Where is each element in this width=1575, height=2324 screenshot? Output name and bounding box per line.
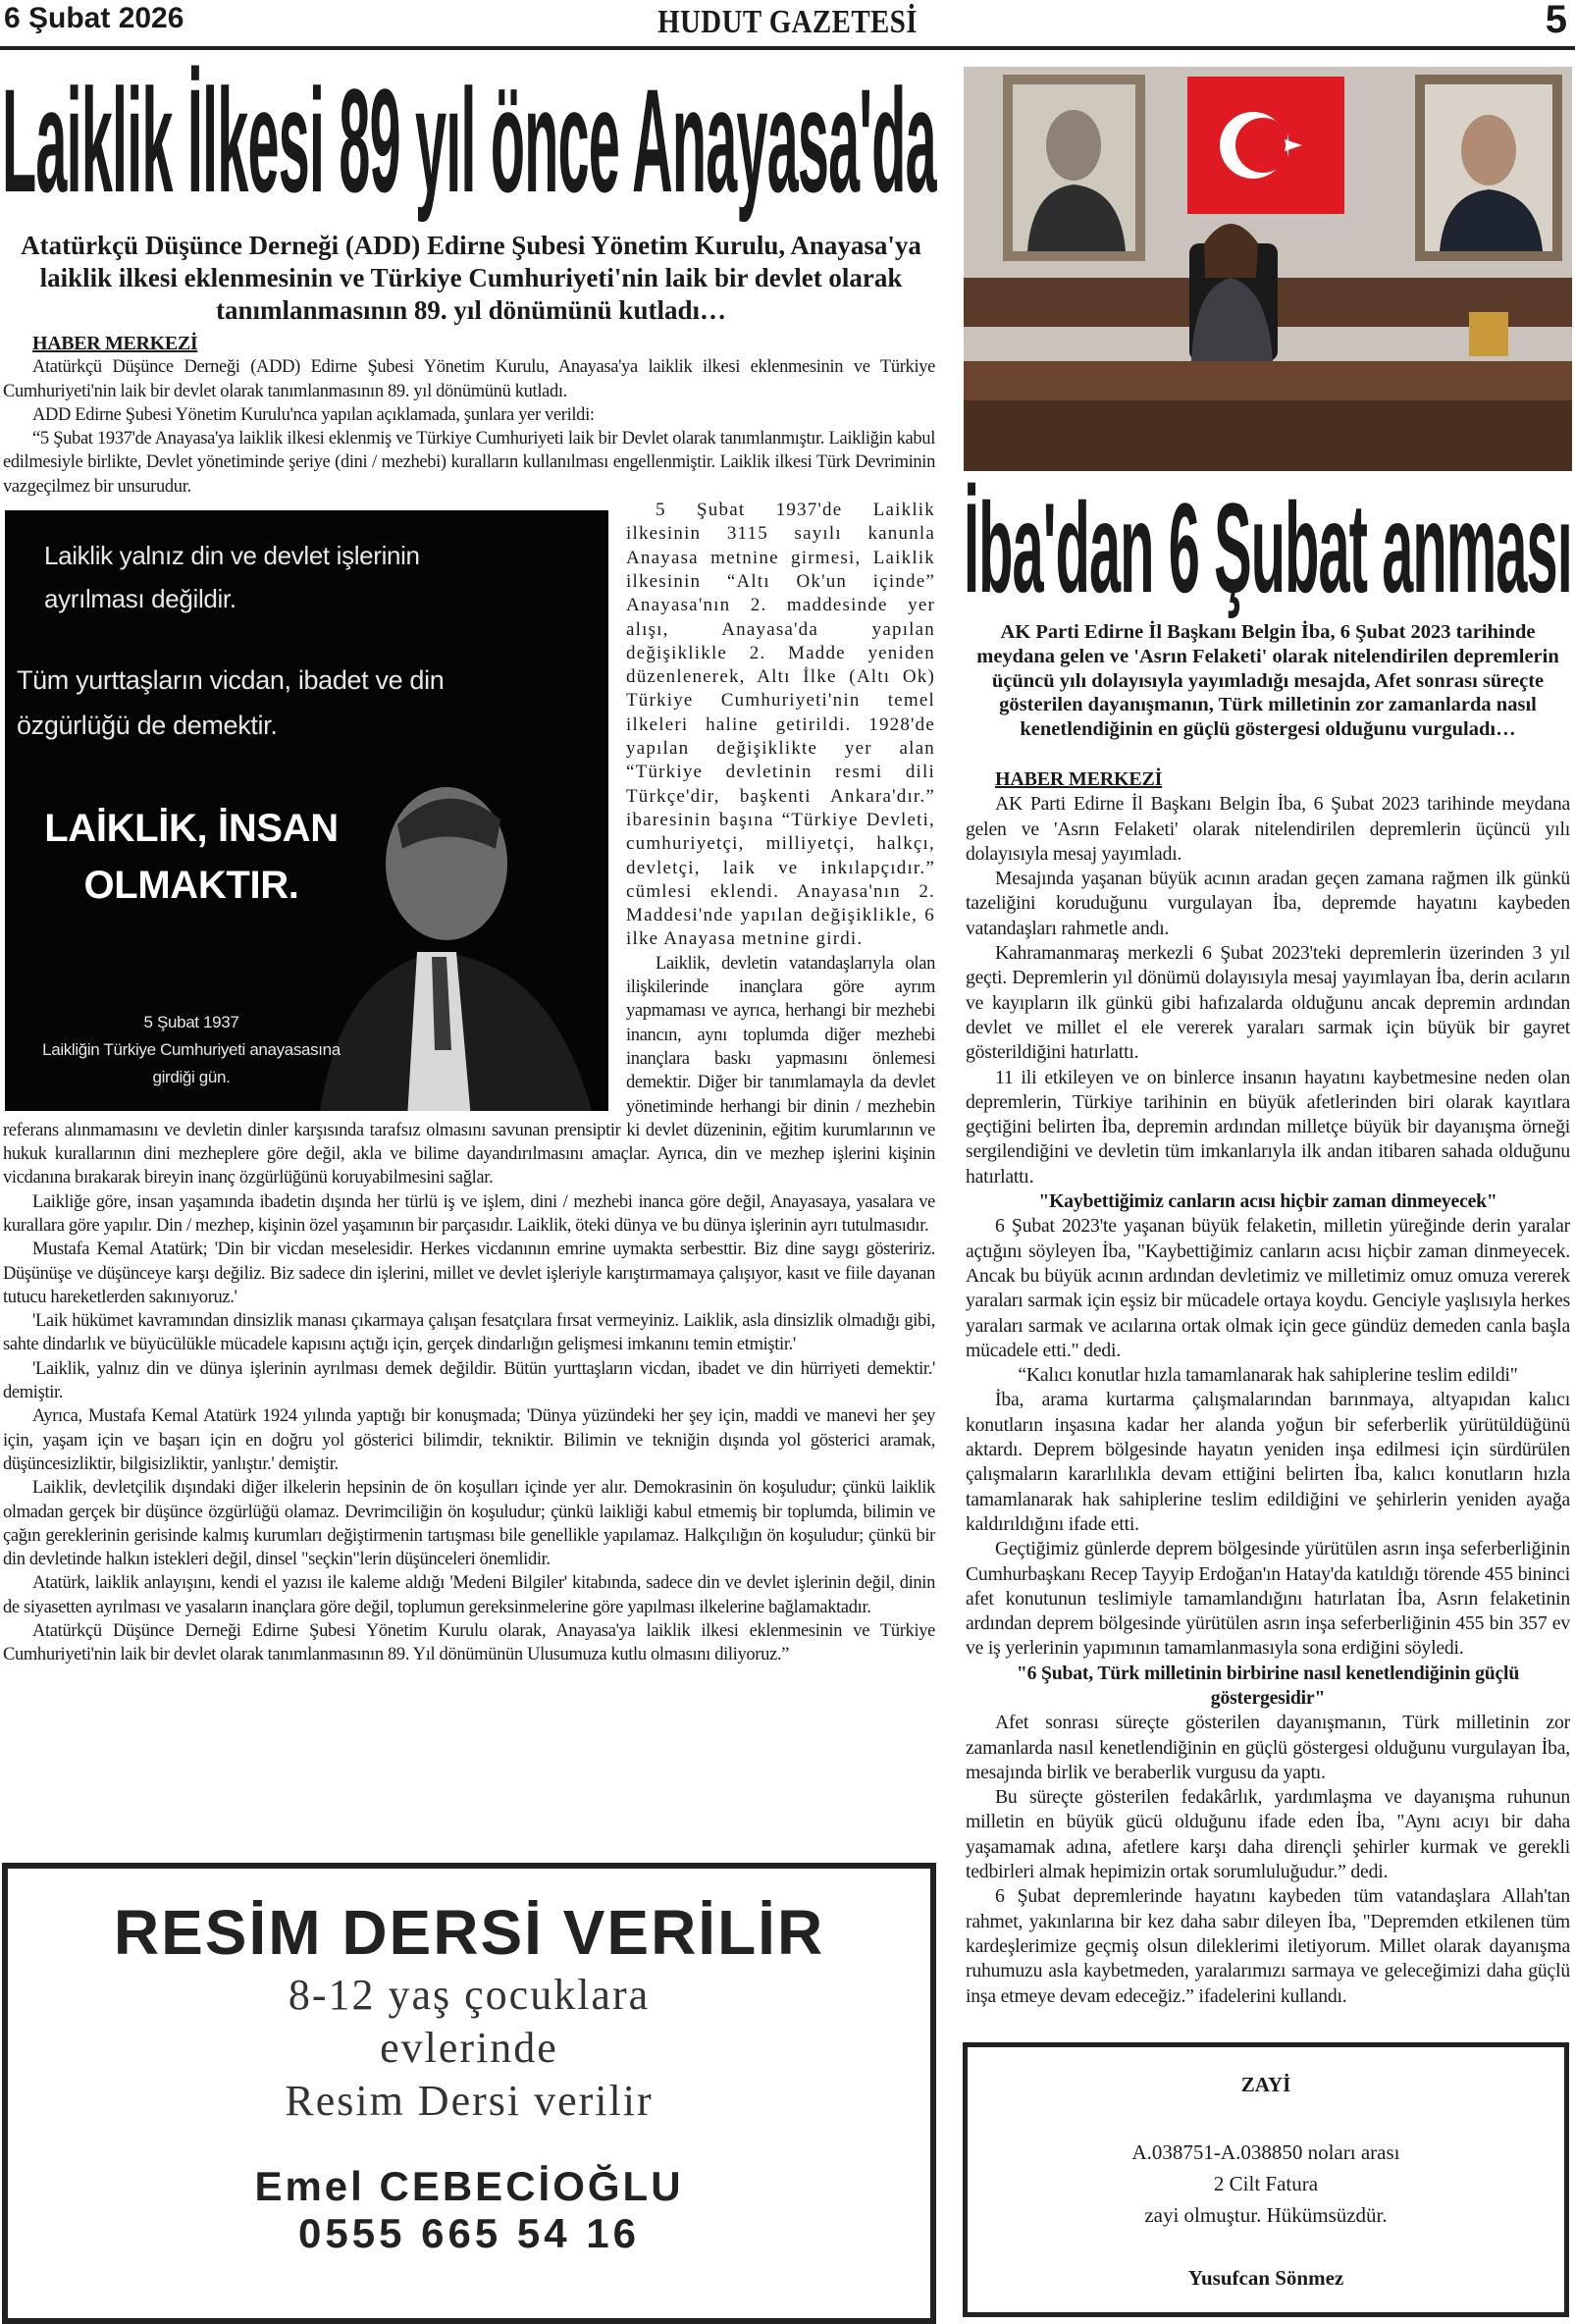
paragraph: 'Laik hükümet kavramından dinsizlik manası çıkarmaya çalışan fesatçılara fırsat vermeyiniz. Laiklik, asla dinsizlik olmadığı gibi, sahte dindarlık ve büyücülükle mücadele kapısını açtığı için, gerçek dindarlığın gelişmesi imkanını temin etmiştir.' [3, 1311, 935, 1355]
subheading: "Kaybettiğimiz canların acısı hiçbir zaman dinmeyecek" [1038, 1190, 1497, 1213]
paragraph: 6 Şubat 2023'te yaşanan büyük felaketin, milletin yüreğinde derin yaralar açtığını söyleyen İba, "Kaybettiğimiz canların acısı hiçbir zaman dinmeyecek. Ancak bu büyük acının ardından devletimiz ve milletimiz omuz omuza vererek yaraları sarmak için eşsiz bir mücadele ortaya koydu. Genciyle yaşlısıyla herkes yaraları sarmak ve acılarına ortak olmak için gece gündüz demeden canla başla mücadele etti." dedi. [966, 1215, 1570, 1361]
ataturk-laiklik-image [5, 510, 608, 1111]
paragraph: Bu süreçte gösterilen fedakârlık, yardımlaşma ve dayanışma ruhunun milletin en büyük gücü olduğunu ifade eden İba, "Aynı acıyı bir daha yaşamamak adına, afetlere karşı daha dirençli şehirler kurmak ve gerekli tedbirleri almak hepimizin ortak sorumluluğudur.” dedi. [966, 1786, 1570, 1883]
ad-line: Resim Dersi verilir [285, 2077, 654, 2125]
notice-text [968, 2137, 1564, 2231]
paragraph: Atatürk, laiklik anlayışını, kendi el yazısı ile kaleme aldığı 'Medeni Bilgiler' kitabında, sadece din ve devlet işlerinin değil, dinin de siyasetten ayrılması ve yasaların inançlara göre değil, toplumun gereksinmelerine göre yapılması ilkelerine bağlamaktadır. [3, 1573, 935, 1617]
article1-body [3, 332, 935, 1667]
article1-byline: HABER MERKEZİ [32, 333, 198, 354]
paragraph: 5 Şubat 1937'de Laiklik ilkesinin 3115 sayılı kanunla Anayasa metnine girmesi, Laiklik ilkesinin “Altı Ok'un içinde” Anayasa'nın 2. maddesinde yer alışı, Anayasa'da yapılan değişiklikle 2. Madde yeniden düzenlenerek, Altı İlke (Altı Ok) Türkiye Cumhuriyeti'nin temel ilkeleri haline getirildi. 1928'de yapılan değişiklikte yer alan “Türkiye devletinin resmi dili Türkçe'dir, başkenti Ankara'dır.” ibaresinin başına “Türkiye Devleti, cumhuriyetçi, milliyetçi, halkçı, devletçi, laik ve inkılapçıdır.” cümlesi eklendi. Anayasa'nın 2. Maddesi'nde yapılan değişiklikle, 6 ilke Anayasa metnine girdi. [626, 500, 935, 950]
image-quote-2: Tüm yurttaşların vicdan, ibadet ve din özgürlüğü de demektir. [17, 665, 445, 741]
image-caption-text: Laikliğin Türkiye Cumhuriyeti anayasasına girdiği gün. [42, 1040, 341, 1087]
subheading: “Kalıcı konutlar hızla tamamlanarak hak sahiplerine teslim edildi" [1018, 1364, 1518, 1387]
article2-headline-box [964, 476, 1572, 619]
paragraph: AK Parti Edirne İl Başkanı Belgin İba, 6 Şubat 2023 tarihinde meydana gelen ve 'Asrın Felaketi' olarak nitelendirilen depremlerin üçüncü yılı dolayısıyla mesaj yayımladı. [966, 793, 1570, 865]
paragraph: Laikliğe göre, insan yaşamında ibadetin dışında her türlü iş ve işlem, dini / mezhebi inanca göre değil, Anayasaya, yasalara ve kurallara göre yapılır. Din / mezhep, kişinin özel yaşamının bir parçasıdır. Laiklik, öteki dünya ve bu dünya işlerinin ayrı tutulmasıdır. [3, 1191, 935, 1236]
article2-body [966, 767, 1570, 2009]
issue-date: 6 Şubat 2026 [4, 2, 184, 34]
ad-line: evlerinde [380, 2024, 558, 2072]
page-number: 5 [1545, 0, 1567, 41]
ad-phone: 0555 665 54 16 [298, 2210, 640, 2256]
image-date: 5 Şubat 1937 [143, 1013, 239, 1032]
notice-line: zayi olmuştur. Hükümsüzdür. [1144, 2203, 1388, 2227]
ad-line: 8-12 yaş çocuklara [288, 1971, 651, 2019]
article1-headline: Laiklik İlkesi 89 yıl önce Anayasa'da [2, 58, 936, 223]
notice-line: 2 Cilt Fatura [1213, 2172, 1319, 2195]
article2-photo [964, 67, 1572, 471]
paragraph: Atatürkçü Düşünce Derneği (ADD) Edirne Şubesi Yönetim Kurulu, Anayasa'ya laiklik ilkesi eklenmesinin ve Türkiye Cumhuriyeti'nin laik bir devlet olarak tanımlanmasının 89. yıl dönümünü kutladı. [3, 357, 935, 401]
paragraph: Ayrıca, Mustafa Kemal Atatürk 1924 yılında yaptığı bir konuşmada; 'Dünya yüzündeki her şey için, maddi ve manevi her şey için, yaşam için ve başarı için en doğru yol gösterici bilimdir, tekniktir. Bilimin ve tekniğin dışında yol gösterici aramak, düşüncesizliktir, bilgisizliktir, yanlıştır.' demiştir. [3, 1406, 935, 1474]
paragraph: Mustafa Kemal Atatürk; 'Din bir vicdan meselesidir. Herkes vicdanının emrine uymakta serbesttir. Biz dine saygı gösteririz. Düşünüşe ve düşünceye karşı değiliz. Biz sadece din işlerini, millet ve devlet işleriyle karıştırmamaya çalışıyor, kasıt ve fiile dayanan tutucu hareketlerden sakınıyoruz.' [3, 1240, 935, 1307]
paragraph: ADD Edirne Şubesi Yönetim Kurulu'nca yapılan açıklamada, şunlara yer verildi: [32, 404, 595, 425]
paragraph: Atatürkçü Düşünce Derneği Edirne Şubesi Yönetim Kurulu olarak, Anayasa'ya laiklik ilkesi eklenmesinin ve Türkiye Cumhuriyeti'nin laik bir devlet olarak tanımlanmasının 89. Yıl dönümünün Ulusumuza kutlu olmasını diliyoruz.” [3, 1621, 935, 1665]
article2-headline: İba'dan 6 Şubat anması [964, 476, 1572, 619]
paragraph: Mesajında yaşanan büyük acının aradan geçen zamana rağmen ilk günkü tazeliğini koruduğunu vurgulayan İba, depremde hayatını kaybeden vatandaşları rahmetle andı. [966, 868, 1570, 939]
ad-contact-name: Emel CEBECİOĞLU [254, 2163, 684, 2209]
subheading: "6 Şubat, Türk milletinin birbirine nasıl kenetlendiğinin güçlü göstergesidir" [1016, 1662, 1520, 1709]
article2-byline: HABER MERKEZİ [995, 768, 1163, 790]
image-caption [25, 1009, 358, 1091]
paragraph: Kahramanmaraş merkezli 6 Şubat 2023'teki depremlerin üzerinden 3 yıl geçti. Depremlerin yıl dönümü dolayısıyla mesaj yayımlayan İba, derin acıların ve kayıpların ilk günkü gibi hafızalarda olduğunu ancak depremin ardından devlet ve millet el ele vererek yaraları sarmak için büyük bir gayret gösterildiğini hatırlattı. [966, 942, 1570, 1064]
paragraph: 'Laiklik, yalnız din ve dünya işlerinin ayrılması demek değildir. Bütün yurttaşların vicdan, ibadet ve din hürriyeti demektir.' demiştir. [3, 1358, 935, 1403]
paragraph: Afet sonrası süreçte gösterilen dayanışmanın, Türk milletinin zor zamanlarda nasıl kenetlendiğinin en güçlü göstergesi olduğunu vurgulayan İba, mesajında birlik ve beraberlik vurgusu da yaptı. [966, 1712, 1570, 1783]
notice-line: A.038751-A.038850 noları arası [1131, 2140, 1400, 2164]
drawing-lesson-ad [2, 1863, 936, 2324]
article1-headline-box [2, 57, 936, 229]
paragraph: 6 Şubat depremlerinde hayatını kaybeden tüm vatandaşlara Allah'tan rahmet, yakınlarına bir kez daha sabır dileyen İba, "Depremden etkilenen tüm kardeşlerimize geçmiş olsun dileklerimi iletiyorum. Millet olarak dayanışma ruhumuzu asla kaybetmeden, yaralarımızı sarmaya ve geleceğimizi daha güçlü inşa etmeye devam edeceğiz.” ifadelerini kullandı. [966, 1885, 1570, 2007]
notice-signature: Yusufcan Sönmez [1187, 2266, 1344, 2290]
header-rule [0, 46, 1575, 50]
article2-deck: AK Parti Edirne İl Başkanı Belgin İba, 6 Şubat 2023 tarihinde meydana gelen ve 'Asrın Felaketi' olarak nitelendirilen depremlerin üçüncü yılı dolayısıyla yayımladığı mesajda, Afet sonrası süreçte gösterilen dayanışmanın, Türk milletinin zor zamanlarda nasıl kenetlendiğinin en güçlü göstergesi olduğunu vurguladı… [976, 621, 1559, 741]
paragraph: Geçtiğimiz günlerde deprem bölgesinde yürütülen asrın inşa seferberliğinin Cumhurbaşkanı Recep Tayyip Erdoğan'ın Hatay'da katıldığı törende 455 bininci afet konutunun teslimiyle tamamlandığını hatırlatan İba, Asrın felaketinin ardından deprem bölgesinde yürütülen asrın inşa seferberliğinin 455 bin 357 ev ve iş yerlerinin yapımının tamamlanmasıyla sona erdiğini söyledi. [966, 1538, 1570, 1660]
article1-deck: Atatürkçü Düşünce Derneği (ADD) Edirne Şubesi Yönetim Kurulu, Anayasa'ya laiklik ilkesi eklenmesinin ve Türkiye Cumhuriyeti'nin laik bir devlet olarak tanımlanmasının 89. yıl dönümünü kutladı… [21, 231, 921, 325]
image-slogan: LAİKLİK, İNSAN OLMAKTIR. [44, 807, 339, 908]
newspaper-name: HUDUT GAZETESİ [657, 4, 918, 40]
paragraph: “5 Şubat 1937'de Anayasa'ya laiklik ilkesi eklenmiş ve Türkiye Cumhuriyeti laik bir Devlet olarak tanımlanmıştır. Laikliğin kabul edilmesiyle birlikte, Devlet yönetiminde şeriye (dini / mezhebi) kuralların kullanılması engellenmiştir. Laiklik ilkesi Türk Devriminin vazgeçilmez bir unsurudur. [3, 429, 935, 497]
paragraph: 11 ili etkileyen ve on binlerce insanın hayatını kaybetmesine neden olan depremlerin, Türkiye tarihinin en büyük afetlerinden biri olarak kayıtlara geçtiğini belirten İba, depremin ardından milletçe büyük bir dayanışma örneği sergilendiğini ve devletin tüm imkanlarıyla ilk andan itibaren sahada olduğunu hatırlattı. [966, 1066, 1570, 1188]
lost-document-notice [963, 2042, 1569, 2317]
ad-title: RESİM DERSİ VERİLİR [113, 1897, 825, 1968]
notice-title: ZAYİ [1240, 2073, 1291, 2096]
image-quote-1: Laiklik yalnız din ve devlet işlerinin ayrılması değildir. [44, 541, 420, 614]
office-photo-icon [964, 67, 1572, 471]
paragraph: İba, arama kurtarma çalışmalarından barınmaya, altyapıdan kalıcı konutların inşasına kadar her alanda yoğun bir seferberlik yürütüldüğünü aktardı. Deprem bölgesinde hayatın yeniden inşa edilmesi için sürdürülen çalışmaların kararlılıkla devam ettiğini belirten İba, kalıcı konutların hızla tamamlanarak hak sahiplerine teslim edildiğini ve şehirlerin yeniden ayağa kaldırıldığını ifade etti. [966, 1389, 1570, 1535]
paragraph: Laiklik, devletçilik dışındaki diğer ilkelerin hepsinin de ön koşulları içinde yer alır. Demokrasinin ön koşuludur; çünkü laiklik olmadan gerçek bir düşünce özgürlüğü olamaz. Devrimciliğin ön koşuludur; çünkü laikliği kabul etmemiş bir toplumda, bilimin ve çağın gereklerinin gerisinde kalmış kurumları değiştirmenin tartışması bile genellikle yapılamaz. Halkçılığın ön koşuludur; çünkü bir din devletinde halkın istekleri değil, dinsel "seçkin"lerin düşünceleri önemlidir. [3, 1478, 935, 1570]
paragraph: Laiklik, devletin vatandaşlarıyla olan ilişkilerinde inançlara göre ayrım yapmaması ve ayrıca, herhangi bir mezhebi inancın, aynı toplumda diğer mezhebi inançlara baskı yapmasını önlemesi demektir. Diğer bir tanımlamayla da devlet yönetiminde herhangi bir dinin / mezhebin referans alınmamasını ve devletin dinler karşısında tarafsız olmasını savunan prensiptir ki devlet düzeninin, eğitim kurumlarının ve hukuk kurallarının dini mezheplere göre değil, akla ve bilime dayandırılmasını amaçlar. Ayrıca, din ve mezhep işlerini kişinin vicdanına bırakarak bireyin inanç özgürlüğünü koruyabilmesini sağlar. [3, 953, 935, 1188]
